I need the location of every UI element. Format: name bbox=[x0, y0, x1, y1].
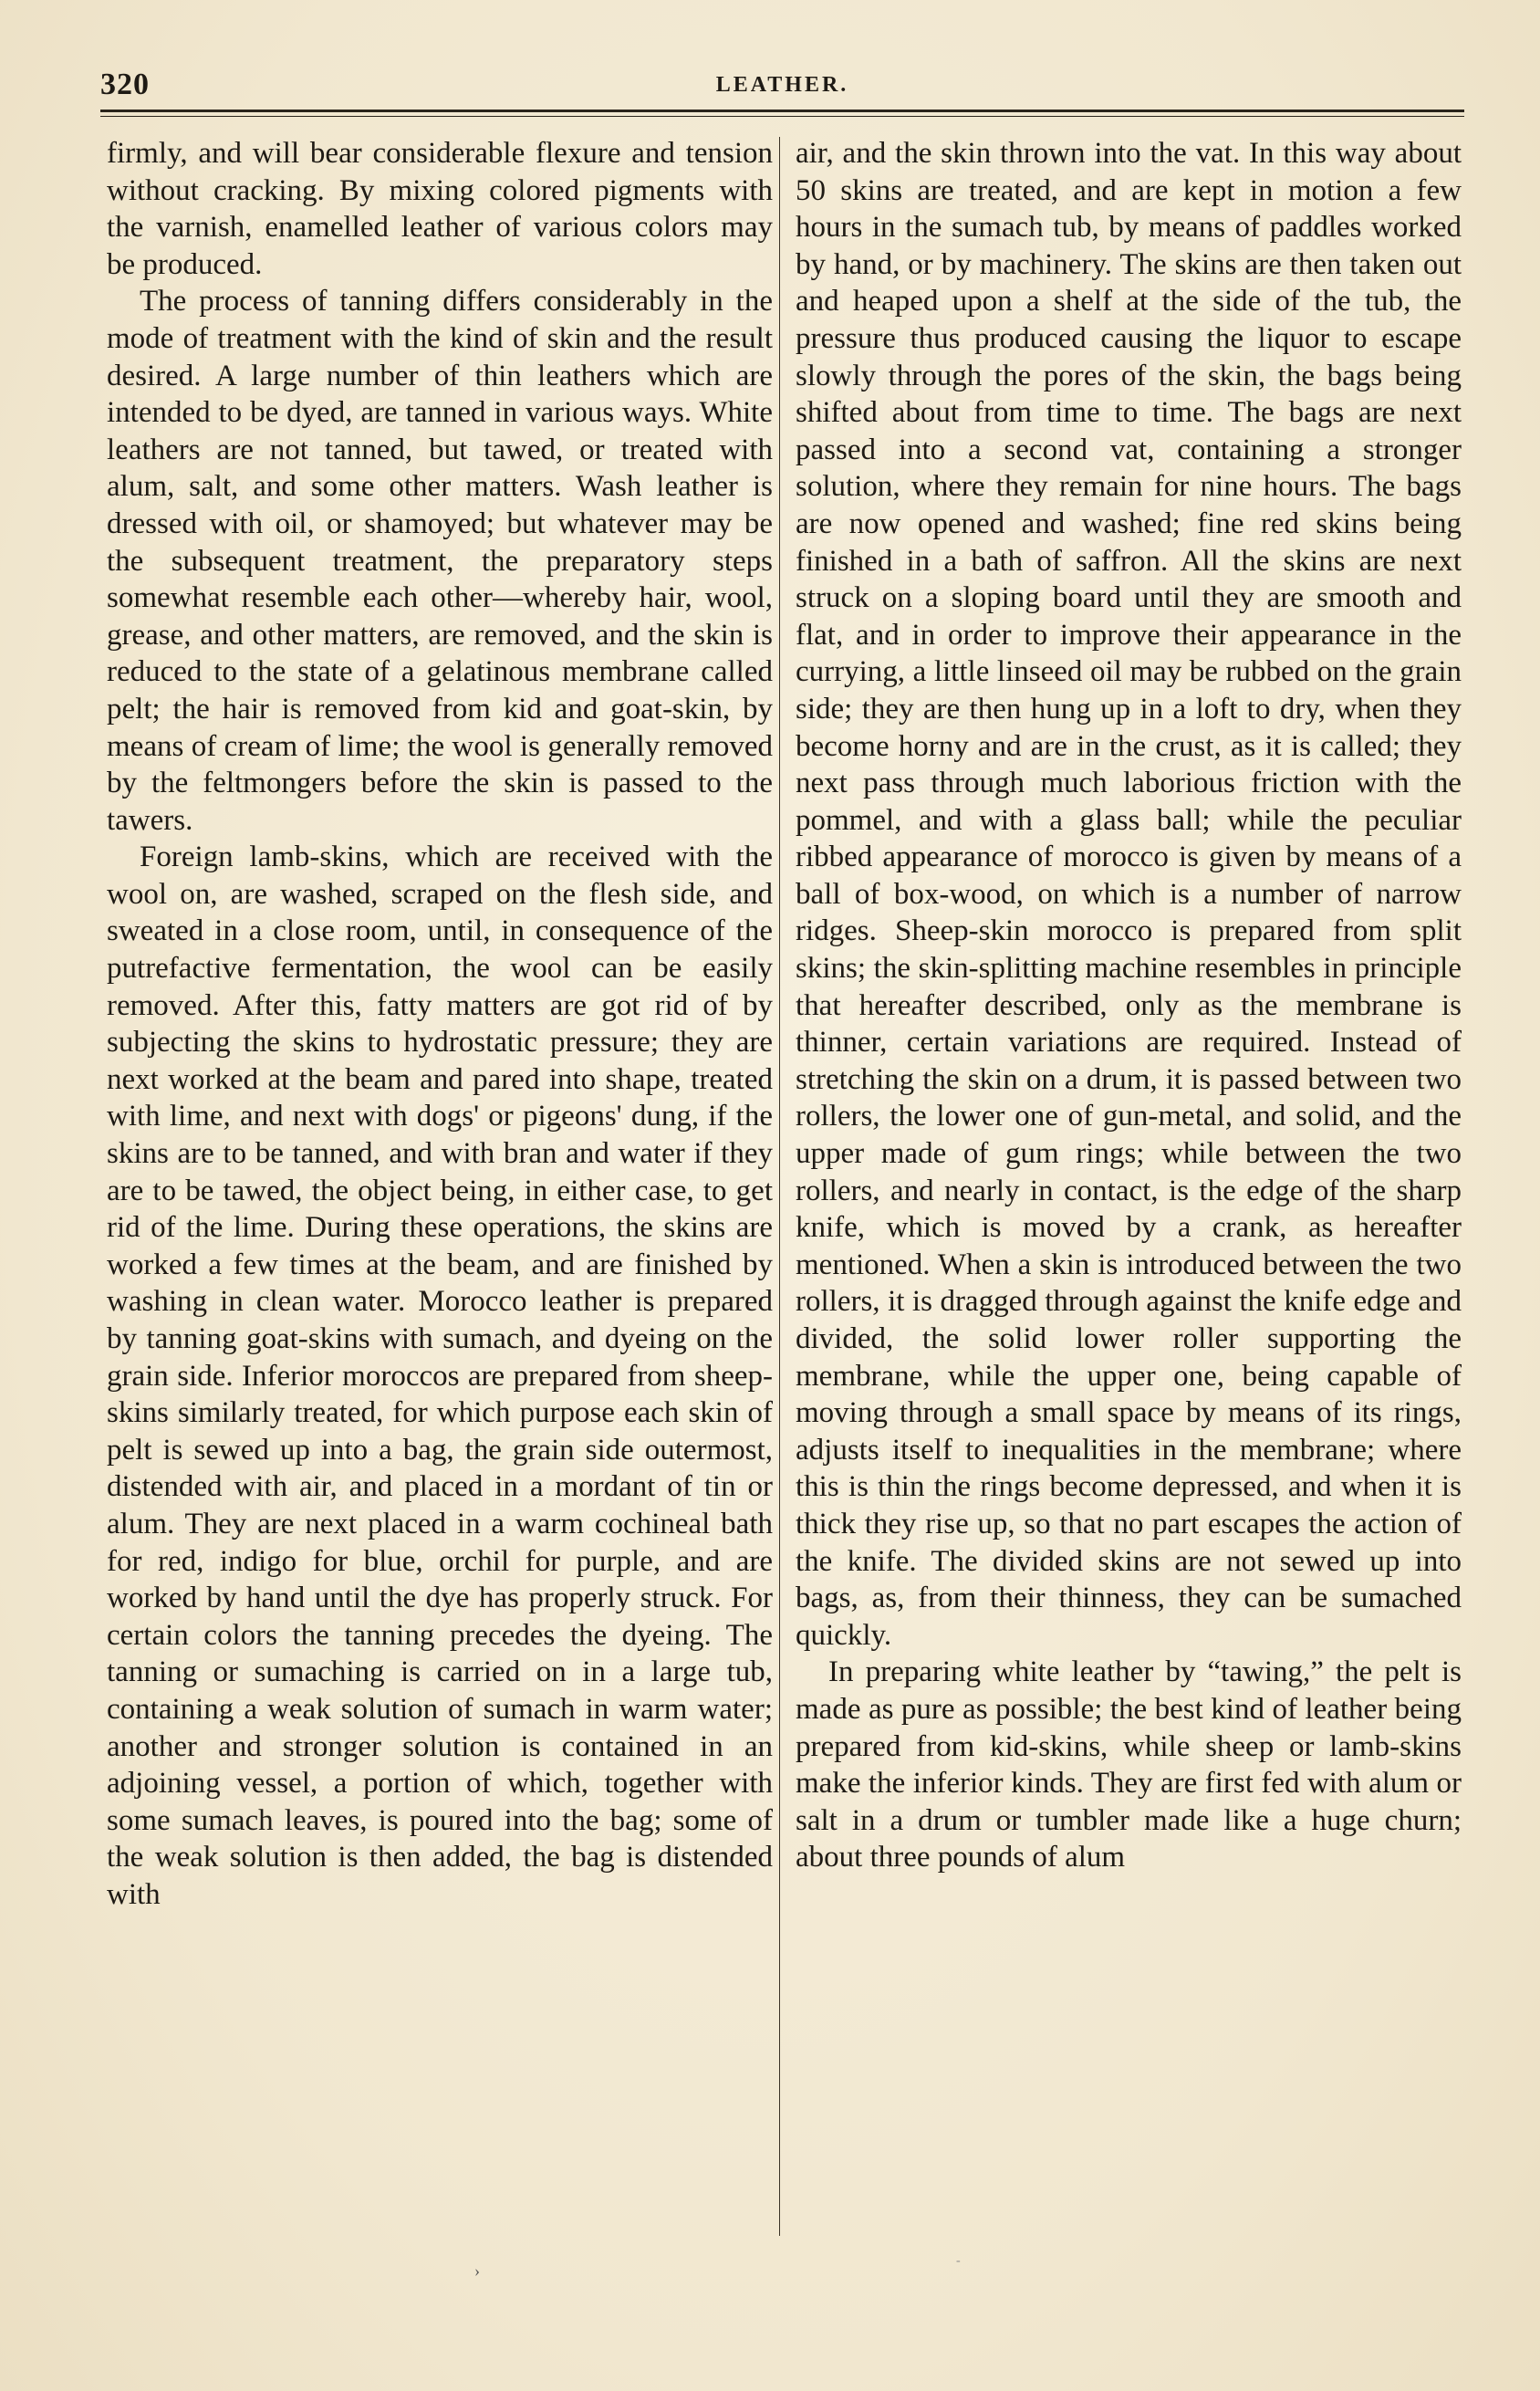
header-rule-thin bbox=[100, 116, 1464, 117]
column-divider bbox=[779, 137, 780, 2236]
right-paragraph-2: In preparing white leather by “tawing,” the pelt is made as pure as possible; the best kind of leather being prepared from kid-skins, while sheep or lamb-skins make the inferior kinds. They are first fed with alum or salt in a drum or tumbler made like a huge churn; about three pounds of alum bbox=[796, 1655, 1462, 1874]
running-title: LEATHER. bbox=[715, 73, 849, 97]
footer-mark: › bbox=[474, 2261, 480, 2280]
left-paragraph-2: The process of tanning differs considerably in the mode of treatment with the kind of skin and the result desired. A large number of thin leathers which are intended to be dyed, are tanned in various ways. White leathers are not tanned, but tawed, or treated with alum, salt, and some other matters. Wash leather is dressed with oil, or shamoyed; but whatever may be the subsequent treatment, the preparatory steps somewhat resemble each other—whereby hair, wool, grease, and other matters, are removed, and the skin is reduced to the state of a gelatinous membrane called pelt; the hair is removed from kid and goat-skin, by means of cream of lime; the wool is generally removed by the feltmongers before the skin is passed to the tawers. bbox=[107, 285, 773, 837]
left-paragraph-1: firmly, and will bear considerable flexure and tension without cracking. By mixing colored pigments with the varnish, enamelled leather of various colors may be produced. bbox=[107, 137, 773, 281]
page-header bbox=[100, 68, 1464, 108]
page-number: 320 bbox=[100, 68, 150, 101]
left-paragraph-3: Foreign lamb-skins, which are received with the wool on, are washed, scraped on the flesh side, and sweated in a close room, until, in consequence of the putrefactive fermentation, the wool can be easily removed. After this, fatty matters are got rid of by subjecting the skins to hydrostatic pressure; they are next worked at the beam and pared into shape, treated with lime, and next with dogs' or pigeons' dung, if the skins are to be tanned, and with bran and water if they are to be tawed, the object being, in either case, to get rid of the lime. During these operations, the skins are worked a few times at the beam, and are finished by washing in clean water. Morocco leather is prepared by tanning goat-skins with sumach, and dyeing on the grain side. Inferior moroccos are prepared from sheep-skins similarly treated, for which purpose each skin of pelt is sewed up into a bag, the grain side outermost, distended with air, and placed in a mordant of tin or alum. They are next placed in a warm cochineal bath for red, indigo for blue, orchil for purple, and are worked by hand until the dye has properly struck. For certain colors the tanning precedes the dyeing. The tanning or sumaching is carried on in a large tub, containing a weak solution of sumach in warm water; another and stronger solution is contained in an adjoining vessel, a portion of which, together with some sumach leaves, is poured into the bag; some of the weak solution is then added, the bag is distended with bbox=[107, 841, 773, 1911]
right-paragraph-1: air, and the skin thrown into the vat. In this way about 50 skins are treated, and are kept in motion a few hours in the sumach tub, by means of paddles worked by hand, or by machinery. The skins are then taken out and heaped upon a shelf at the side of the tub, the pressure thus produced causing the liquor to escape slowly through the pores of the skin, the bags being shifted about from time to time. The bags are next passed into a second vat, containing a stronger solution, where they remain for nine hours. The bags are now opened and washed; fine red skins being finished in a bath of saffron. All the skins are next struck on a sloping board until they are smooth and flat, and in order to improve their appearance in the currying, a little linseed oil may be rubbed on the grain side; they are then hung up in a loft to dry, when they become horny and are in the crust, as it is called; they next pass through much laborious friction with the pommel, and with a glass ball; while the peculiar ribbed appearance of morocco is given by means of a ball of box-wood, on which is a number of narrow ridges. Sheep-skin morocco is prepared from split skins; the skin-splitting machine resembles in principle that hereafter described, only as the membrane is thinner, certain variations are required. Instead of stretching the skin on a drum, it is passed between two rollers, the lower one of gun-metal, and solid, and the upper made of gum rings; while between the two rollers, and nearly in contact, is the edge of the sharp knife, which is moved by a crank, as hereafter mentioned. When a skin is introduced between the two rollers, it is dragged through against the knife edge and divided, the solid lower roller supporting the membrane, while the upper one, being capable of moving through a small space by means of its rings, adjusts itself to inequalities in the membrane; where this is thin the rings become depressed, and when it is thick they rise up, so that no part escapes the action of the knife. The divided skins are not sewed up into bags, as, from their thinness, they can be sumached quickly. bbox=[796, 137, 1462, 1652]
footer-mark-right: - bbox=[956, 2254, 961, 2268]
header-rule bbox=[100, 110, 1464, 112]
left-column bbox=[107, 135, 773, 1914]
right-column bbox=[796, 135, 1462, 1876]
